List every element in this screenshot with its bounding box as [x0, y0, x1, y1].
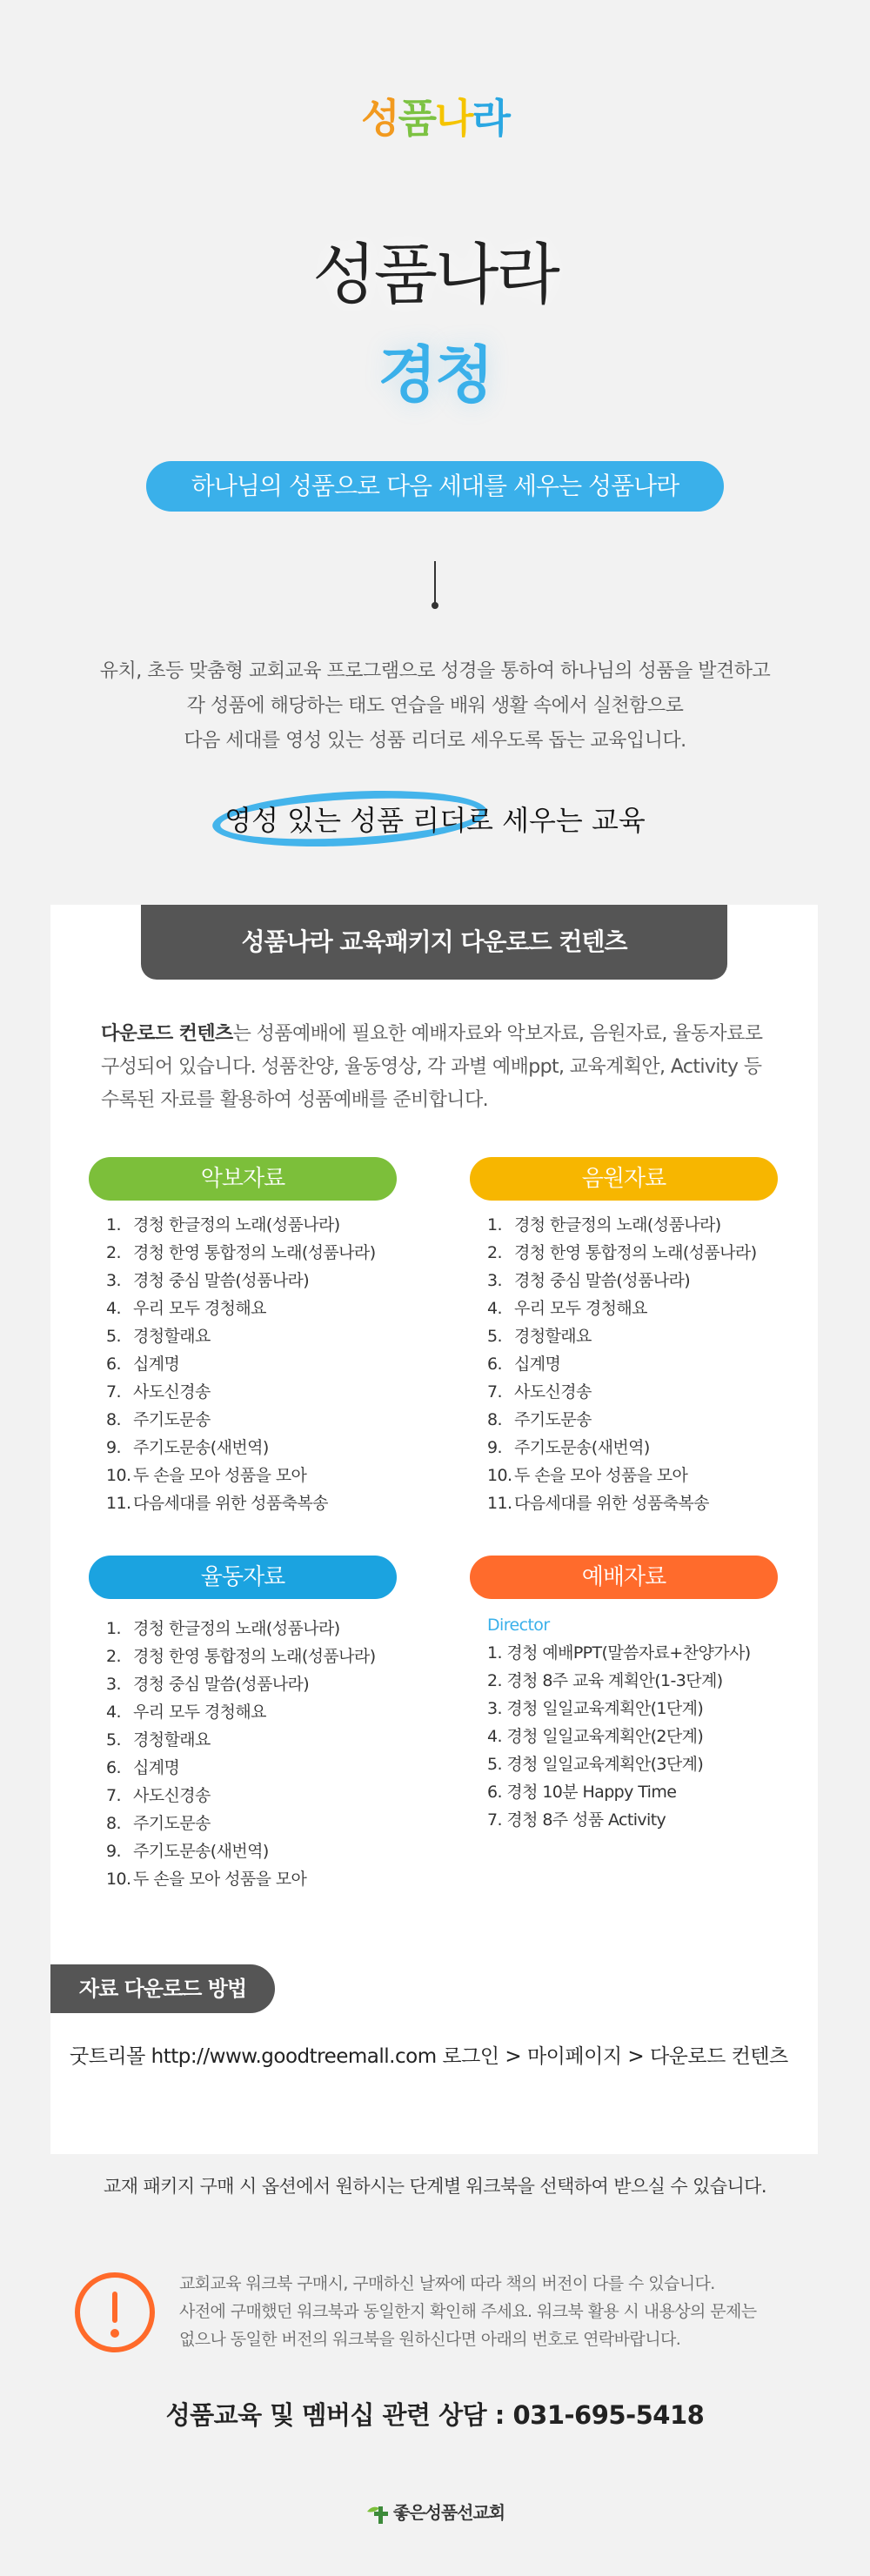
- list-item: 3. 경청 중심 말씀(성품나라): [487, 1271, 691, 1290]
- list-item: 9. 주기도문송(새번역): [106, 1842, 269, 1861]
- intro-line: 다음 세대를 영성 있는 성품 리더로 세우도록 돕는 교육입니다.: [184, 730, 686, 752]
- list-item: 3. 경청 일일교육계획안(1단계): [487, 1699, 704, 1718]
- list-item: 2. 경청 한영 통합정의 노래(성품나라): [106, 1243, 376, 1262]
- list-item: 4. 우리 모두 경청해요: [487, 1299, 647, 1318]
- brand-logo: [0, 87, 870, 144]
- divider-dot: [432, 602, 438, 609]
- logo-char-2: 품: [398, 95, 435, 142]
- footer-brand-name: 좋은성품선교회: [392, 2502, 505, 2523]
- list-item: 6. 십계명: [487, 1355, 561, 1374]
- list-item: 4. 우리 모두 경청해요: [106, 1703, 266, 1722]
- list-item: 6. 십계명: [106, 1758, 180, 1777]
- list-item: 5. 경청 일일교육계획안(3단계): [487, 1755, 704, 1774]
- category-sheet-music: 악보자료: [89, 1157, 397, 1201]
- list-item: 8. 주기도문송: [106, 1410, 211, 1429]
- category-audio: 음원자료: [470, 1157, 778, 1201]
- list-item: 10. 두 손을 모아 성품을 모아: [487, 1466, 688, 1485]
- leaf-cross-icon: [365, 2503, 390, 2526]
- download-method-tab: 자료 다운로드 방법: [50, 1964, 275, 2013]
- list-item: 8. 주기도문송: [487, 1410, 592, 1429]
- logo-char-4: 라: [472, 95, 509, 142]
- package-card: [50, 905, 818, 2154]
- list-item: 2. 경청 8주 교육 계획안(1-3단계): [487, 1671, 723, 1690]
- slogan-pill: 하나님의 성품으로 다음 세대를 세우는 성품나라: [146, 461, 724, 512]
- alert-line: 없으나 동일한 버전의 워크북을 원하신다면 아래의 번호로 연락바랍니다.: [179, 2330, 681, 2349]
- worship-list: [487, 1611, 751, 1834]
- package-description: [101, 1018, 780, 1117]
- list-item: 1. 경청 한글정의 노래(성품나라): [106, 1619, 340, 1638]
- alert-line: 교회교육 워크북 구매시, 구매하신 날짜에 따라 책의 버전이 다를 수 있습니다.: [179, 2274, 715, 2293]
- list-item: 1. 경청 한글정의 노래(성품나라): [106, 1215, 340, 1234]
- workbook-note: 교재 패키지 구매 시 옵션에서 원하시는 단계별 워크북을 선택하여 받으실 수 있습니다.: [104, 2176, 766, 2197]
- exclamation-icon: [75, 2272, 155, 2352]
- list-item: 2. 경청 한영 통합정의 노래(성품나라): [106, 1647, 376, 1666]
- intro-line: 각 성품에 해당하는 태도 연습을 배워 생활 속에서 실천함으로: [186, 695, 684, 717]
- list-item: 1. 경청 한글정의 노래(성품나라): [487, 1215, 721, 1234]
- footer-brand: [0, 2499, 870, 2526]
- desc-line-3: 수록된 자료를 활용하여 성품예배를 준비합니다.: [101, 1089, 489, 1111]
- intro-text: [0, 654, 870, 759]
- list-item: 8. 주기도문송: [106, 1814, 211, 1833]
- list-item: 4. 경청 일일교육계획안(2단계): [487, 1727, 704, 1746]
- list-item: 2. 경청 한영 통합정의 노래(성품나라): [487, 1243, 757, 1262]
- list-item: 7. 사도신경송: [487, 1382, 592, 1402]
- list-item: 11. 다음세대를 위한 성품축복송: [487, 1494, 709, 1513]
- list-item: 7. 사도신경송: [106, 1382, 211, 1402]
- category-dance: 율동자료: [89, 1556, 397, 1599]
- list-item: 5. 경청할래요: [106, 1327, 211, 1346]
- list-item: 9. 주기도문송(새번역): [487, 1438, 650, 1457]
- director-label: Director: [487, 1616, 550, 1635]
- hero-title: 성품나라: [312, 236, 558, 313]
- list-item: 6. 십계명: [106, 1355, 180, 1374]
- alert-line: 사전에 구매했던 워크북과 동일한지 확인해 주세요. 워크북 활용 시 내용상의 문제는: [179, 2302, 757, 2321]
- desc-bold: 다운로드 컨텐츠: [101, 1023, 233, 1045]
- list-item: 6. 경청 10분 Happy Time: [487, 1783, 677, 1802]
- list-item: 10. 두 손을 모아 성품을 모아: [106, 1466, 307, 1485]
- logo-char-1: 성: [361, 95, 398, 142]
- contact-info: 성품교육 및 멤버십 관련 상담 : 031-695-5418: [165, 2400, 705, 2430]
- package-title: 성품나라 교육패키지 다운로드 컨텐츠: [141, 905, 727, 980]
- dance-list: [106, 1615, 376, 1893]
- desc-line-1: 는 성품예배에 필요한 예배자료와 악보자료, 음원자료, 율동자료로: [232, 1023, 763, 1045]
- list-item: 11. 다음세대를 위한 성품축복송: [106, 1494, 328, 1513]
- hero-subtitle: 경청: [378, 339, 492, 411]
- intro-line: 유치, 초등 맞춤형 교회교육 프로그램으로 성경을 통하여 하나님의 성품을 발견하고: [99, 660, 771, 682]
- list-item: 9. 주기도문송(새번역): [106, 1438, 269, 1457]
- list-item: 3. 경청 중심 말씀(성품나라): [106, 1675, 310, 1694]
- tagline: 영성 있는 성품 리더로 세우는 교육: [224, 804, 646, 837]
- sheet-music-list: [106, 1211, 376, 1517]
- alert-text: [179, 2270, 806, 2353]
- list-item: 7. 사도신경송: [106, 1786, 211, 1805]
- audio-list: [487, 1211, 757, 1517]
- category-worship: 예배자료: [470, 1556, 778, 1599]
- list-item: 3. 경청 중심 말씀(성품나라): [106, 1271, 310, 1290]
- list-item: 1. 경청 예배PPT(말씀자료+찬양가사): [487, 1643, 751, 1663]
- list-item: 5. 경청할래요: [106, 1730, 211, 1750]
- download-method-text: 굿트리몰 http://www.goodtreemall.com 로그인 > 마이페이지 > 다운로드 컨텐츠: [70, 2045, 788, 2068]
- list-item: 7. 경청 8주 성품 Activity: [487, 1810, 666, 1830]
- logo-char-3: 나: [435, 95, 472, 142]
- list-item: 10. 두 손을 모아 성품을 모아: [106, 1870, 307, 1889]
- divider-line: [434, 561, 436, 605]
- list-item: 5. 경청할래요: [487, 1327, 592, 1346]
- desc-line-2: 구성되어 있습니다. 성품찬양, 율동영상, 각 과별 예배ppt, 교육계획안, Activity 등: [101, 1056, 762, 1078]
- list-item: 4. 우리 모두 경청해요: [106, 1299, 266, 1318]
